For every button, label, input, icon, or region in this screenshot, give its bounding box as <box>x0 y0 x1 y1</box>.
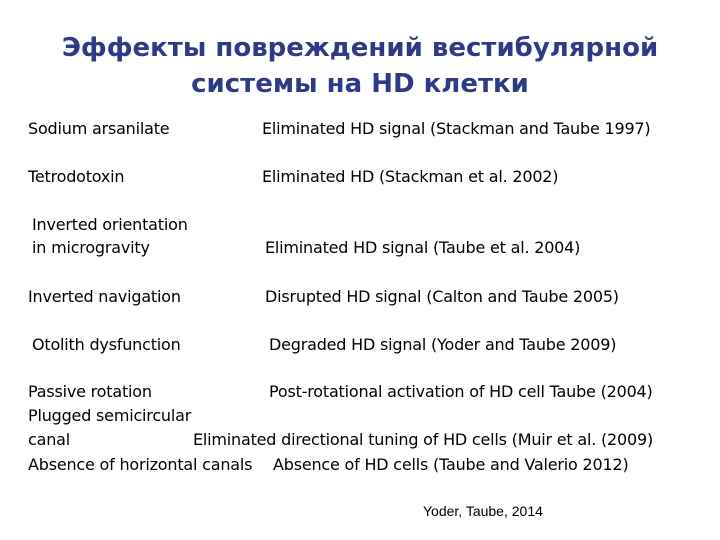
effect-label-line-2: canal <box>28 430 70 449</box>
effect-result: Eliminated HD signal (Stackman and Taube 1997) <box>262 119 651 138</box>
effect-result: Eliminated directional tuning of HD cells (Muir et al. (2009) <box>193 430 653 449</box>
effect-result: Absence of HD cells (Taube and Valerio 2012) <box>273 455 629 474</box>
effect-label-line-1: Inverted orientation <box>32 215 188 234</box>
effect-label: Passive rotation <box>28 382 152 401</box>
effect-result: Degraded HD signal (Yoder and Taube 2009) <box>269 335 617 354</box>
slide-title <box>60 30 660 102</box>
effect-label: Otolith dysfunction <box>32 335 181 354</box>
title-line-1: Эффекты повреждений вестибулярной <box>61 33 659 63</box>
effect-result: Eliminated HD signal (Taube et al. 2004) <box>265 238 581 257</box>
effect-label: Tetrodotoxin <box>28 167 125 186</box>
title-line-2: системы на HD клетки <box>191 69 529 99</box>
effect-label: Sodium arsanilate <box>28 119 170 138</box>
effect-label-line-1: Plugged semicircular <box>28 406 192 425</box>
effect-result: Disrupted HD signal (Calton and Taube 2005) <box>265 287 619 306</box>
effect-label: Inverted navigation <box>28 287 181 306</box>
effect-label-line-2: in microgravity <box>32 238 150 257</box>
effect-result: Eliminated HD (Stackman et al. 2002) <box>262 167 559 186</box>
effect-result: Post-rotational activation of HD cell Taube (2004) <box>269 382 653 401</box>
citation-credit: Yoder, Taube, 2014 <box>423 503 543 519</box>
effect-label: Absence of horizontal canals <box>28 455 253 474</box>
